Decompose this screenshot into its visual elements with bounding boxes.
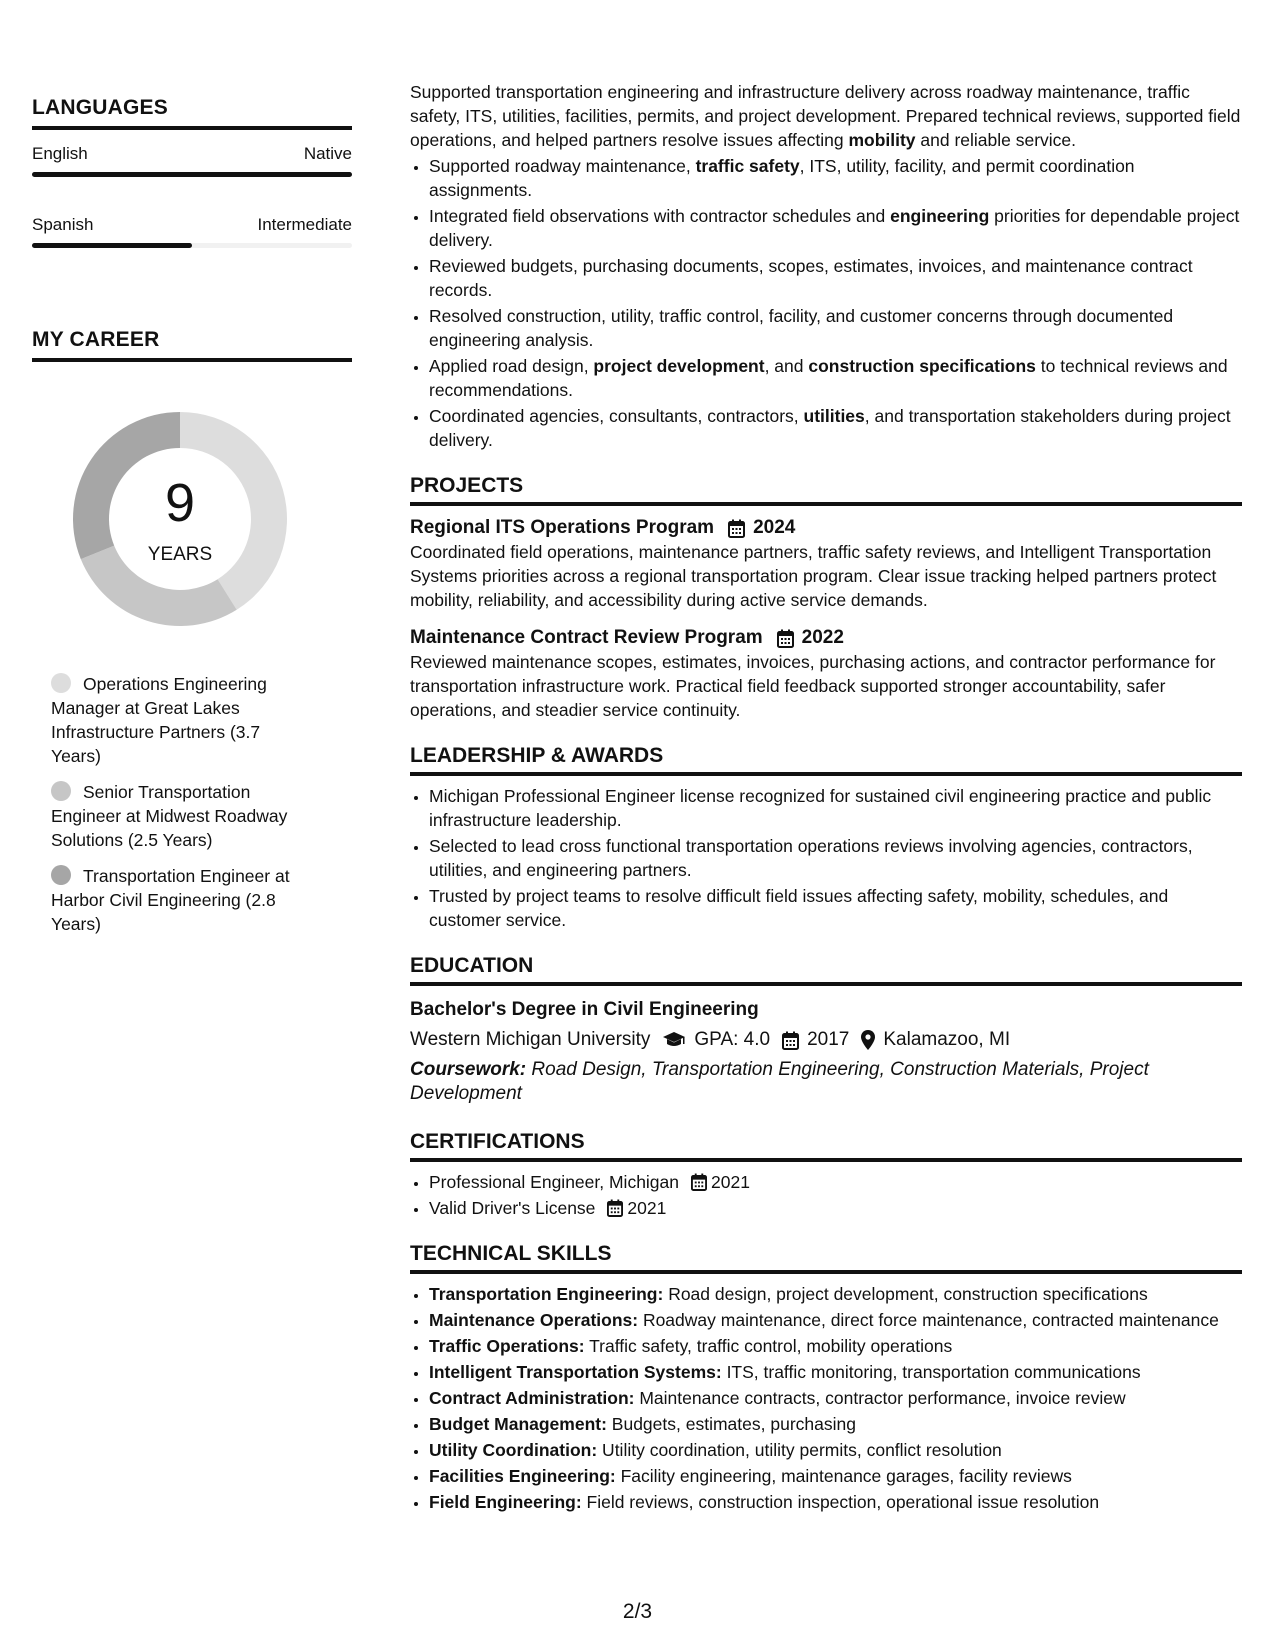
career-heading: MY CAREER xyxy=(32,328,352,362)
language-name: Spanish xyxy=(32,215,94,234)
list-item xyxy=(429,1438,1242,1462)
project-description: Coordinated field operations, maintenance partners, traffic safety reviews, and Intelligent Transportation Systems priorities across a regional transportation program. Clear issue tracking helped partners protect mobility, reliability, and accessibility during active service demands. xyxy=(410,542,1217,610)
language-level: Intermediate xyxy=(257,215,352,234)
languages-heading: LANGUAGES xyxy=(32,96,352,130)
coursework-list: Road Design, Transportation Engineering, Construction Materials, Project Development xyxy=(410,1059,1149,1104)
calendar-icon xyxy=(782,1031,799,1050)
language-level: Native xyxy=(303,144,352,163)
languages-list xyxy=(32,144,352,248)
page-number: 2/3 xyxy=(622,1600,653,1623)
projects-heading: PROJECTS xyxy=(410,474,1242,506)
legend-dot-icon xyxy=(51,865,71,885)
project-year: 2022 xyxy=(801,627,844,648)
skill-value: ITS, traffic monitoring, transportation communications xyxy=(721,1362,1141,1382)
certification-name: • Professional Engineer, Michigan xyxy=(429,1172,680,1192)
education-details xyxy=(410,1028,1242,1052)
project-year: 2024 xyxy=(753,517,796,538)
bullet-text: Applied road design, xyxy=(429,356,594,376)
project-title: Regional ITS Operations Program xyxy=(410,517,715,538)
bullet-keyword: traffic safety xyxy=(695,156,800,176)
language-row xyxy=(32,144,352,164)
sidebar xyxy=(32,96,352,948)
language-proficiency-bar xyxy=(32,243,352,248)
list-item xyxy=(429,1308,1242,1332)
map-pin-icon xyxy=(861,1030,875,1050)
skill-label: Facilities Engineering: xyxy=(429,1466,616,1486)
bullet-text: Coordinated agencies, consultants, contractors, xyxy=(429,406,804,426)
list-item xyxy=(429,1282,1242,1306)
career-legend xyxy=(51,672,311,936)
list-item xyxy=(429,1170,1242,1194)
list-item: • Trusted by project teams to resolve difficult field issues affecting safety, mobility, schedules, and customer service. xyxy=(429,884,1242,932)
skill-label: Utility Coordination: xyxy=(429,1440,598,1460)
list-item xyxy=(429,354,1242,402)
graduation-cap-icon xyxy=(662,1031,686,1049)
coursework-label: Coursework: xyxy=(410,1059,527,1080)
school-name: Western Michigan University xyxy=(410,1029,651,1050)
graduation-year: 2017 xyxy=(807,1029,850,1050)
skill-value: Road design, project development, construction specifications xyxy=(663,1284,1148,1304)
list-item xyxy=(429,1464,1242,1488)
degree-title: Bachelor's Degree in Civil Engineering xyxy=(410,999,759,1020)
certification-name: • Valid Driver's License xyxy=(429,1198,596,1218)
certification-year: 2021 xyxy=(711,1172,750,1192)
calendar-icon xyxy=(728,519,745,538)
skills-list xyxy=(410,1282,1242,1514)
experience-bullets xyxy=(410,154,1242,452)
bullet-keyword: construction specifications xyxy=(808,356,1036,376)
list-item xyxy=(429,304,1242,352)
list-item xyxy=(429,1412,1242,1436)
skill-label: Budget Management: xyxy=(429,1414,607,1434)
bullet-keyword: project development xyxy=(593,356,765,376)
bullet-text: Supported roadway maintenance, xyxy=(429,156,696,176)
skill-label: Intelligent Transportation Systems: xyxy=(429,1362,722,1382)
list-item xyxy=(429,1386,1242,1410)
skill-label: Maintenance Operations: xyxy=(429,1310,639,1330)
list-item xyxy=(429,1490,1242,1514)
career-legend-item xyxy=(51,864,311,936)
skill-value: Field reviews, construction inspection, operational issue resolution xyxy=(581,1492,1100,1512)
bullet-text: Integrated field observations with contractor schedules and xyxy=(429,206,891,226)
legend-dot-icon xyxy=(51,673,71,693)
project-description: Reviewed maintenance scopes, estimates, invoices, purchasing actions, and contractor performance for transportation infrastructure work. Practical field feedback supported stronger accountability, safer operations, and steadier service continuity. xyxy=(410,652,1216,720)
language-proficiency-fill xyxy=(32,243,192,248)
bullet-text: Reviewed budgets, purchasing documents, scopes, estimates, invoices, and maintenance contract records. xyxy=(429,256,1193,300)
summary-text: Supported transportation engineering and infrastructure delivery across roadway maintenance, traffic safety, ITS, utilities, facilities, permits, and project development. Prepared technical reviews, supported field operations, and helped partners resolve issues affecting xyxy=(410,82,1241,150)
leadership-list xyxy=(410,784,1242,932)
career-donut-chart xyxy=(65,404,295,634)
bullet-text: , and transportation stakeholders during project delivery. xyxy=(429,406,1231,450)
skill-value: Roadway maintenance, direct force maintenance, contracted maintenance xyxy=(638,1310,1219,1330)
career-legend-text: Senior Transportation Engineer at Midwest Roadway Solutions (2.5 Years) xyxy=(51,782,288,850)
bullet-keyword: engineering xyxy=(890,206,990,226)
career-legend-item xyxy=(51,672,311,768)
experience-summary xyxy=(410,80,1242,152)
summary-keyword: mobility xyxy=(848,130,916,150)
project-title-row xyxy=(410,516,1242,540)
main-content xyxy=(410,80,1242,1516)
calendar-icon xyxy=(691,1173,707,1191)
career-legend-text: Operations Engineering Manager at Great Lakes Infrastructure Partners (3.7 Years) xyxy=(51,674,267,766)
list-item: • Michigan Professional Engineer license recognized for sustained civil engineering practice and public infrastructure leadership. xyxy=(429,784,1242,832)
leadership-heading: LEADERSHIP & AWARDS xyxy=(410,744,1242,776)
skill-label: Traffic Operations: xyxy=(429,1336,585,1356)
skill-value: Facility engineering, maintenance garages, facility reviews xyxy=(615,1466,1072,1486)
skill-label: Field Engineering: xyxy=(429,1492,582,1512)
bullet-text: Resolved construction, utility, traffic control, facility, and customer concerns through documented engineering analysis. xyxy=(429,306,1174,350)
bullet-text: , and xyxy=(764,356,809,376)
language-proficiency-bar xyxy=(32,172,352,177)
list-item xyxy=(429,1334,1242,1358)
certifications-list xyxy=(410,1170,1242,1220)
skills-heading: TECHNICAL SKILLS xyxy=(410,1242,1242,1274)
career-legend-item xyxy=(51,780,311,852)
project-title-row xyxy=(410,626,1242,650)
skill-value: Utility coordination, utility permits, conflict resolution xyxy=(597,1440,1002,1460)
career-total-years: 9 xyxy=(164,473,196,533)
language-name: English xyxy=(32,144,88,163)
list-item: • Selected to lead cross functional transportation operations reviews involving agencies, contractors, utilities, and engineering partners. xyxy=(429,834,1242,882)
career-total-label: YEARS xyxy=(147,544,213,565)
list-item xyxy=(429,1360,1242,1384)
skill-label: Contract Administration: xyxy=(429,1388,635,1408)
coursework xyxy=(410,1058,1242,1106)
skill-value: Maintenance contracts, contractor performance, invoice review xyxy=(634,1388,1126,1408)
skill-label: Transportation Engineering: xyxy=(429,1284,664,1304)
skill-value: Traffic safety, traffic control, mobility operations xyxy=(584,1336,953,1356)
bullet-keyword: utilities xyxy=(803,406,865,426)
education-heading: EDUCATION xyxy=(410,954,1242,986)
summary-text: and reliable service. xyxy=(915,130,1077,150)
list-item xyxy=(429,1196,1242,1220)
project-title: Maintenance Contract Review Program xyxy=(410,627,763,648)
bullet-text: to technical reviews and recommendations. xyxy=(429,356,1228,400)
language-row xyxy=(32,215,352,235)
list-item xyxy=(429,254,1242,302)
calendar-icon xyxy=(777,629,794,648)
list-item xyxy=(429,154,1242,202)
school-location: Kalamazoo, MI xyxy=(883,1029,1011,1050)
certification-year: 2021 xyxy=(627,1198,667,1218)
skill-value: Budgets, estimates, purchasing xyxy=(606,1414,856,1434)
list-item xyxy=(429,404,1242,452)
calendar-icon xyxy=(607,1199,623,1217)
gpa: GPA: 4.0 xyxy=(694,1029,771,1050)
language-proficiency-fill xyxy=(32,172,352,177)
bullet-text: , ITS, utility, facility, and permit coordination assignments. xyxy=(429,156,1135,200)
career-legend-text: Transportation Engineer at Harbor Civil Engineering (2.8 Years) xyxy=(51,866,290,934)
legend-dot-icon xyxy=(51,781,71,801)
certifications-heading: CERTIFICATIONS xyxy=(410,1130,1242,1162)
list-item xyxy=(429,204,1242,252)
bullet-text: priorities for dependable project delivery. xyxy=(429,206,1240,250)
